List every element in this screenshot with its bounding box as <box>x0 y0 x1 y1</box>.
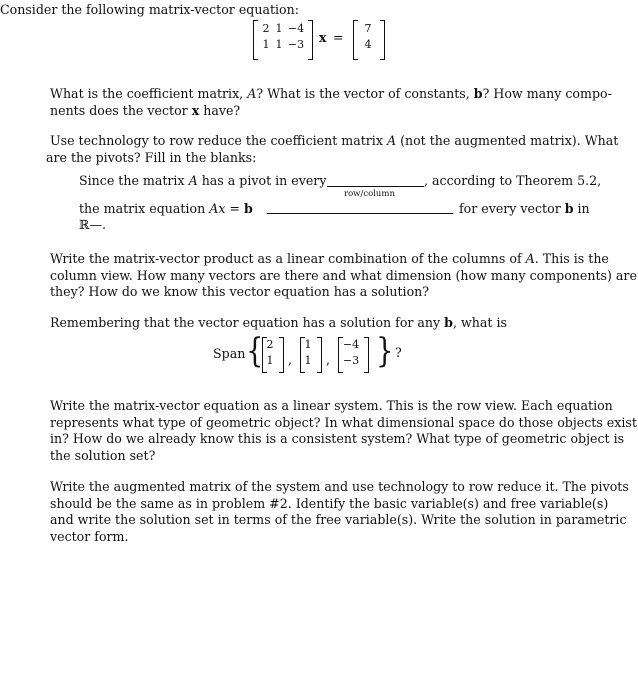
q3-line-3: they? How do we know this vector equation has a solution? <box>50 284 430 299</box>
v1-1: 2 <box>266 338 274 351</box>
v3-1: −4 <box>342 338 360 351</box>
equals-sign: = <box>333 30 344 45</box>
q3-line-2: column view. How many vectors are there and what dimension (how many components) are <box>50 267 637 283</box>
question-mark: ? <box>395 345 402 360</box>
a23: −3 <box>287 38 305 51</box>
q6-line-3: and write the solution set in terms of the free variable(s). Write the solution in parametric <box>50 512 627 527</box>
question-1 <box>50 86 620 119</box>
x-vector-label: x <box>319 30 327 45</box>
v3-2: −3 <box>342 354 360 367</box>
a11: 2 <box>262 22 270 35</box>
v2-1: 1 <box>304 338 312 351</box>
right-brace: } <box>376 331 394 371</box>
v1-2: 1 <box>266 354 274 367</box>
v1-right-bracket <box>279 337 284 373</box>
q6-line-1: Write the augmented matrix of the system and use technology to row reduce it. The pivots <box>50 479 629 494</box>
q3-line-1: Write the matrix-vector product as a linear combination of the columns of A. This is the <box>50 251 609 266</box>
a12: 1 <box>275 22 283 35</box>
v3-right-bracket <box>364 337 369 373</box>
left-brace: { <box>246 331 264 371</box>
q2-line-2: are the pivots? Fill in the blanks: <box>46 149 257 165</box>
question-3 <box>50 251 637 301</box>
q5-line-2: represents what type of geometric object? In what dimensional space do those objects exist <box>50 414 637 430</box>
comma-1: , <box>288 352 293 367</box>
v2-right-bracket <box>317 337 322 373</box>
b2: 4 <box>364 38 372 51</box>
a21: 1 <box>262 38 270 51</box>
q1-line-2: nents does the vector x have? <box>50 102 241 118</box>
q6-line-4: vector form. <box>50 528 129 544</box>
intro-text: Consider the following matrix-vector equation: <box>0 2 299 17</box>
q5-line-1: Write the matrix-vector equation as a linear system. This is the row view. Each equation <box>50 398 613 413</box>
q5-line-3: in? How do we already know this is a consistent system? What type of geometric object is <box>50 431 625 446</box>
q2-line-1: Use technology to row reduce the coefficient matrix A (not the augmented matrix). What <box>50 133 619 148</box>
a22: 1 <box>275 38 283 51</box>
span-label: Span <box>213 346 246 361</box>
question-5 <box>50 398 637 464</box>
q4-line-1: Remembering that the vector equation has a solution for any b, what is <box>50 315 507 330</box>
question-4 <box>50 315 620 332</box>
a13: −4 <box>287 22 305 35</box>
fill-blank-2: the matrix equation Ax = b <box>79 201 253 216</box>
blank-row-column[interactable] <box>327 186 424 187</box>
blank-solution[interactable] <box>267 213 453 214</box>
b-right-bracket <box>380 20 385 60</box>
fill-blank-1-end: , according to Theorem 5.2, <box>424 173 602 188</box>
fill-blank-1: Since the matrix A has a pivot in every <box>79 173 327 188</box>
q1-line-1: What is the coefficient matrix, A? What is the vector of constants, b? How many compo- <box>50 86 612 101</box>
q6-line-2: should be the same as in problem #2. Identify the basic variable(s) and free variable(s) <box>50 495 609 511</box>
question-2 <box>46 133 620 166</box>
b1: 7 <box>364 22 372 35</box>
fill-blank-2-end: for every vector b in <box>459 201 590 216</box>
comma-2: , <box>326 352 331 367</box>
blank-hint: row/column <box>344 189 395 199</box>
question-6 <box>50 479 629 545</box>
fill-blank-3: ℝ—. <box>79 217 107 232</box>
v2-2: 1 <box>304 354 312 367</box>
matrix-right-bracket <box>308 20 313 60</box>
q5-line-4: the solution set? <box>50 447 156 463</box>
